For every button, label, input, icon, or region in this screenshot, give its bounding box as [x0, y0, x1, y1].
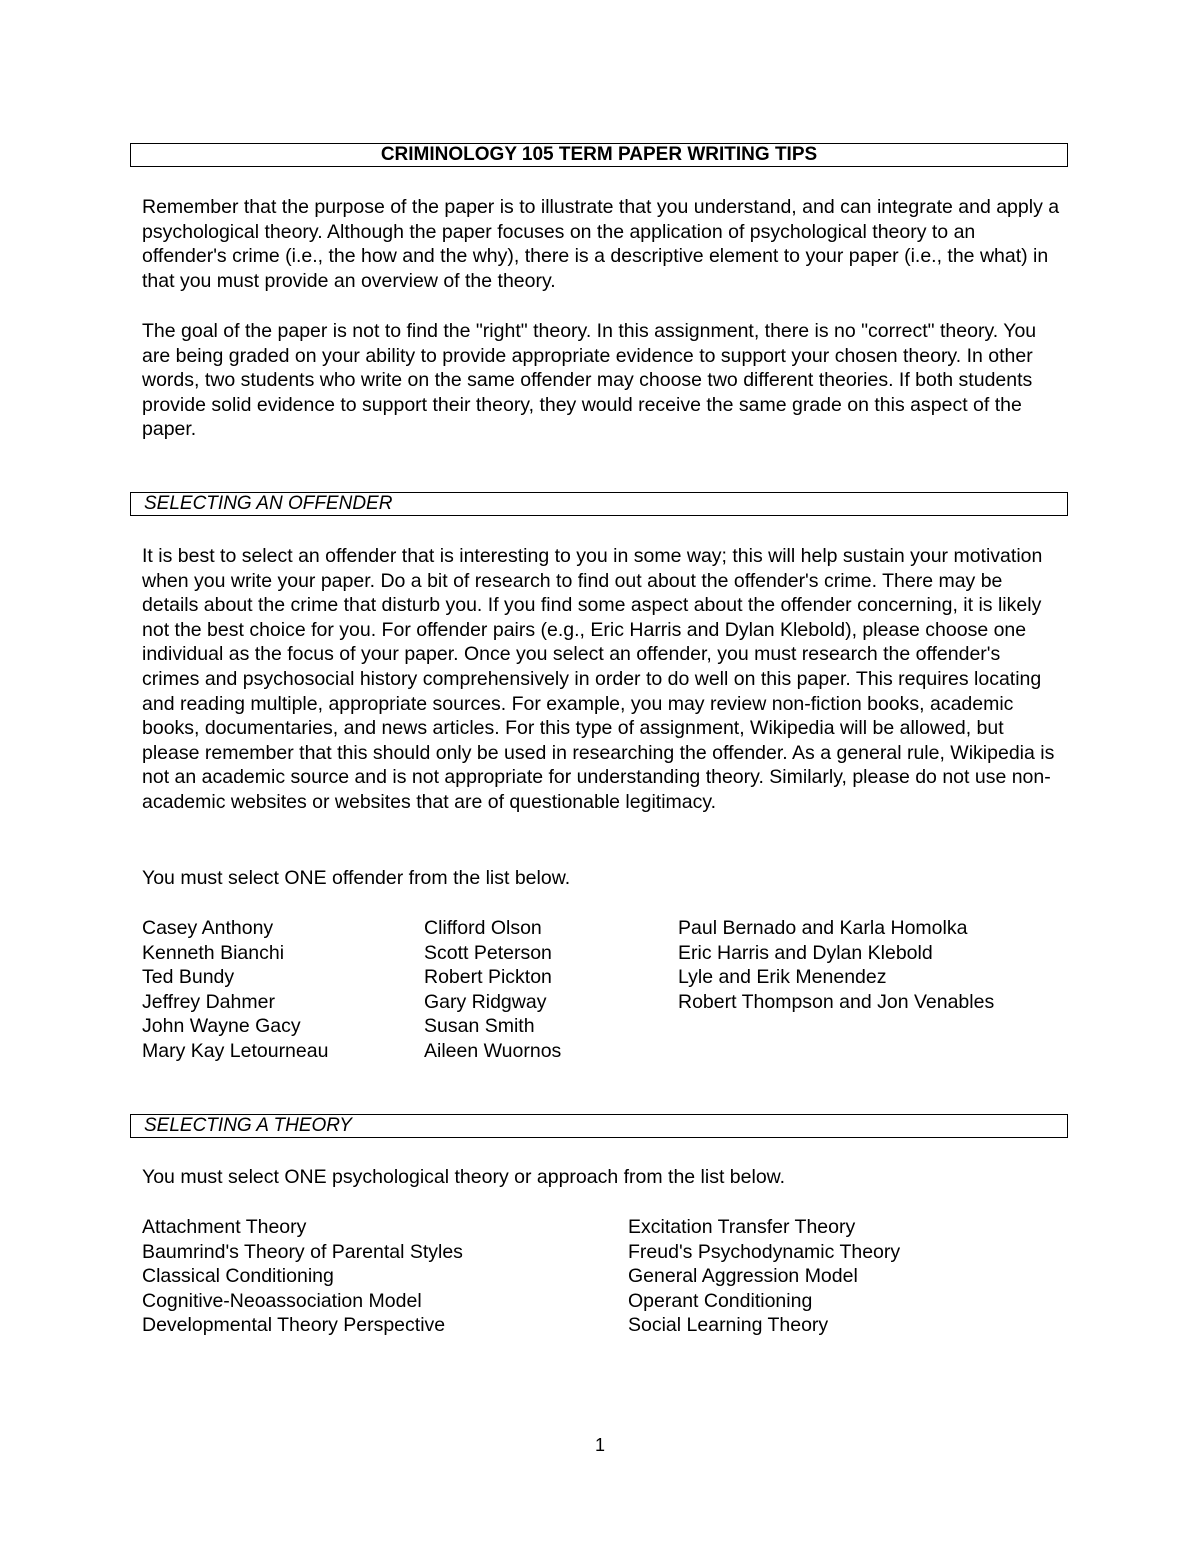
list-item: Lyle and Erik Menendez	[678, 966, 887, 989]
list-item: Cognitive-Neoassociation Model	[142, 1289, 422, 1312]
list-item: Freud's Psychodynamic Theory	[628, 1240, 901, 1263]
list-item: Operant Conditioning	[628, 1289, 813, 1312]
list-item: Classical Conditioning	[142, 1265, 334, 1288]
list-item: Baumrind's Theory of Parental Styles	[142, 1240, 463, 1263]
list-item: Paul Bernado and Karla Homolka	[678, 917, 968, 939]
list-item: General Aggression Model	[628, 1265, 858, 1288]
list-item: Aileen Wuornos	[424, 1039, 562, 1062]
theory-list-column-2	[628, 1215, 900, 1338]
intro-paragraph-1: Remember that the purpose of the paper is to illustrate that you understand, and can integrate and apply a psychological theory. Although the paper focuses on the application of psychological theory to an offender's crime (i.e., the how and the why), there is a descriptive element to your paper (i.e., the what) in that you must provide an overview of the theory.	[142, 196, 1060, 292]
list-item: Developmental Theory Perspective	[142, 1314, 446, 1337]
offender-paragraph: It is best to select an offender that is interesting to you in some way; this will help sustain your motivation when you write your paper. Do a bit of research to find out about the offender's crime. There may be details about the crime that disturb you. If you find some aspect about the offender concerning, it is likely not the best choice for you. For offender pairs (e.g., Eric Harris and Dylan Klebold), please choose one individual as the focus of your paper. Once you select an offender, you must research the offender's crimes and psychosocial history comprehensively in order to do well on this paper. This requires locating and reading multiple, appropriate sources. For example, you may review non-fiction books, academic books, documentaries, and news articles. For this type of assignment, Wikipedia will be allowed, but please remember that this should only be used in researching the offender. As a general rule, Wikipedia is not an academic source and is not appropriate for understanding theory. Similarly, please do not use non-academic websites or websites that are of questionable legitimacy.	[142, 545, 1055, 813]
theory-instruction: You must select ONE psychological theory or approach from the list below.	[142, 1166, 786, 1188]
list-item: Robert Thompson and Jon Venables	[678, 990, 995, 1013]
document-title: CRIMINOLOGY 105 TERM PAPER WRITING TIPS	[130, 143, 1068, 167]
list-item: Scott Peterson	[424, 941, 552, 964]
intro-paragraph-2: The goal of the paper is not to find the "right" theory. In this assignment, there is no "correct" theory. You are being graded on your ability to provide appropriate evidence to support your chosen theory. In other words, two students who write on the same offender may choose two different theories. If both students provide solid evidence to support their theory, they would receive the same grade on this aspect of the paper.	[142, 320, 1037, 441]
section-heading-offender: SELECTING AN OFFENDER	[130, 492, 1068, 516]
list-item: Ted Bundy	[142, 966, 235, 989]
list-item: Gary Ridgway	[424, 990, 547, 1013]
offender-instruction: You must select ONE offender from the list below.	[142, 867, 571, 889]
offender-list-column-2	[424, 916, 561, 1064]
list-item: Excitation Transfer Theory	[628, 1216, 856, 1238]
list-item: Clifford Olson	[424, 917, 542, 939]
theory-list-column-1	[142, 1215, 463, 1338]
list-item: Kenneth Bianchi	[142, 941, 285, 964]
list-item: Social Learning Theory	[628, 1314, 829, 1337]
list-item: Eric Harris and Dylan Klebold	[678, 941, 933, 964]
list-item: Attachment Theory	[142, 1216, 307, 1238]
list-item: Susan Smith	[424, 1015, 535, 1038]
list-item: Casey Anthony	[142, 917, 274, 939]
section-heading-theory: SELECTING A THEORY	[130, 1114, 1068, 1138]
offender-list-column-3	[678, 916, 994, 1014]
list-item: John Wayne Gacy	[142, 1015, 301, 1038]
page-number: 1	[594, 1435, 605, 1455]
list-item: Robert Pickton	[424, 966, 552, 989]
offender-list-column-1	[142, 916, 328, 1064]
list-item: Jeffrey Dahmer	[142, 990, 275, 1013]
list-item: Mary Kay Letourneau	[142, 1039, 329, 1062]
